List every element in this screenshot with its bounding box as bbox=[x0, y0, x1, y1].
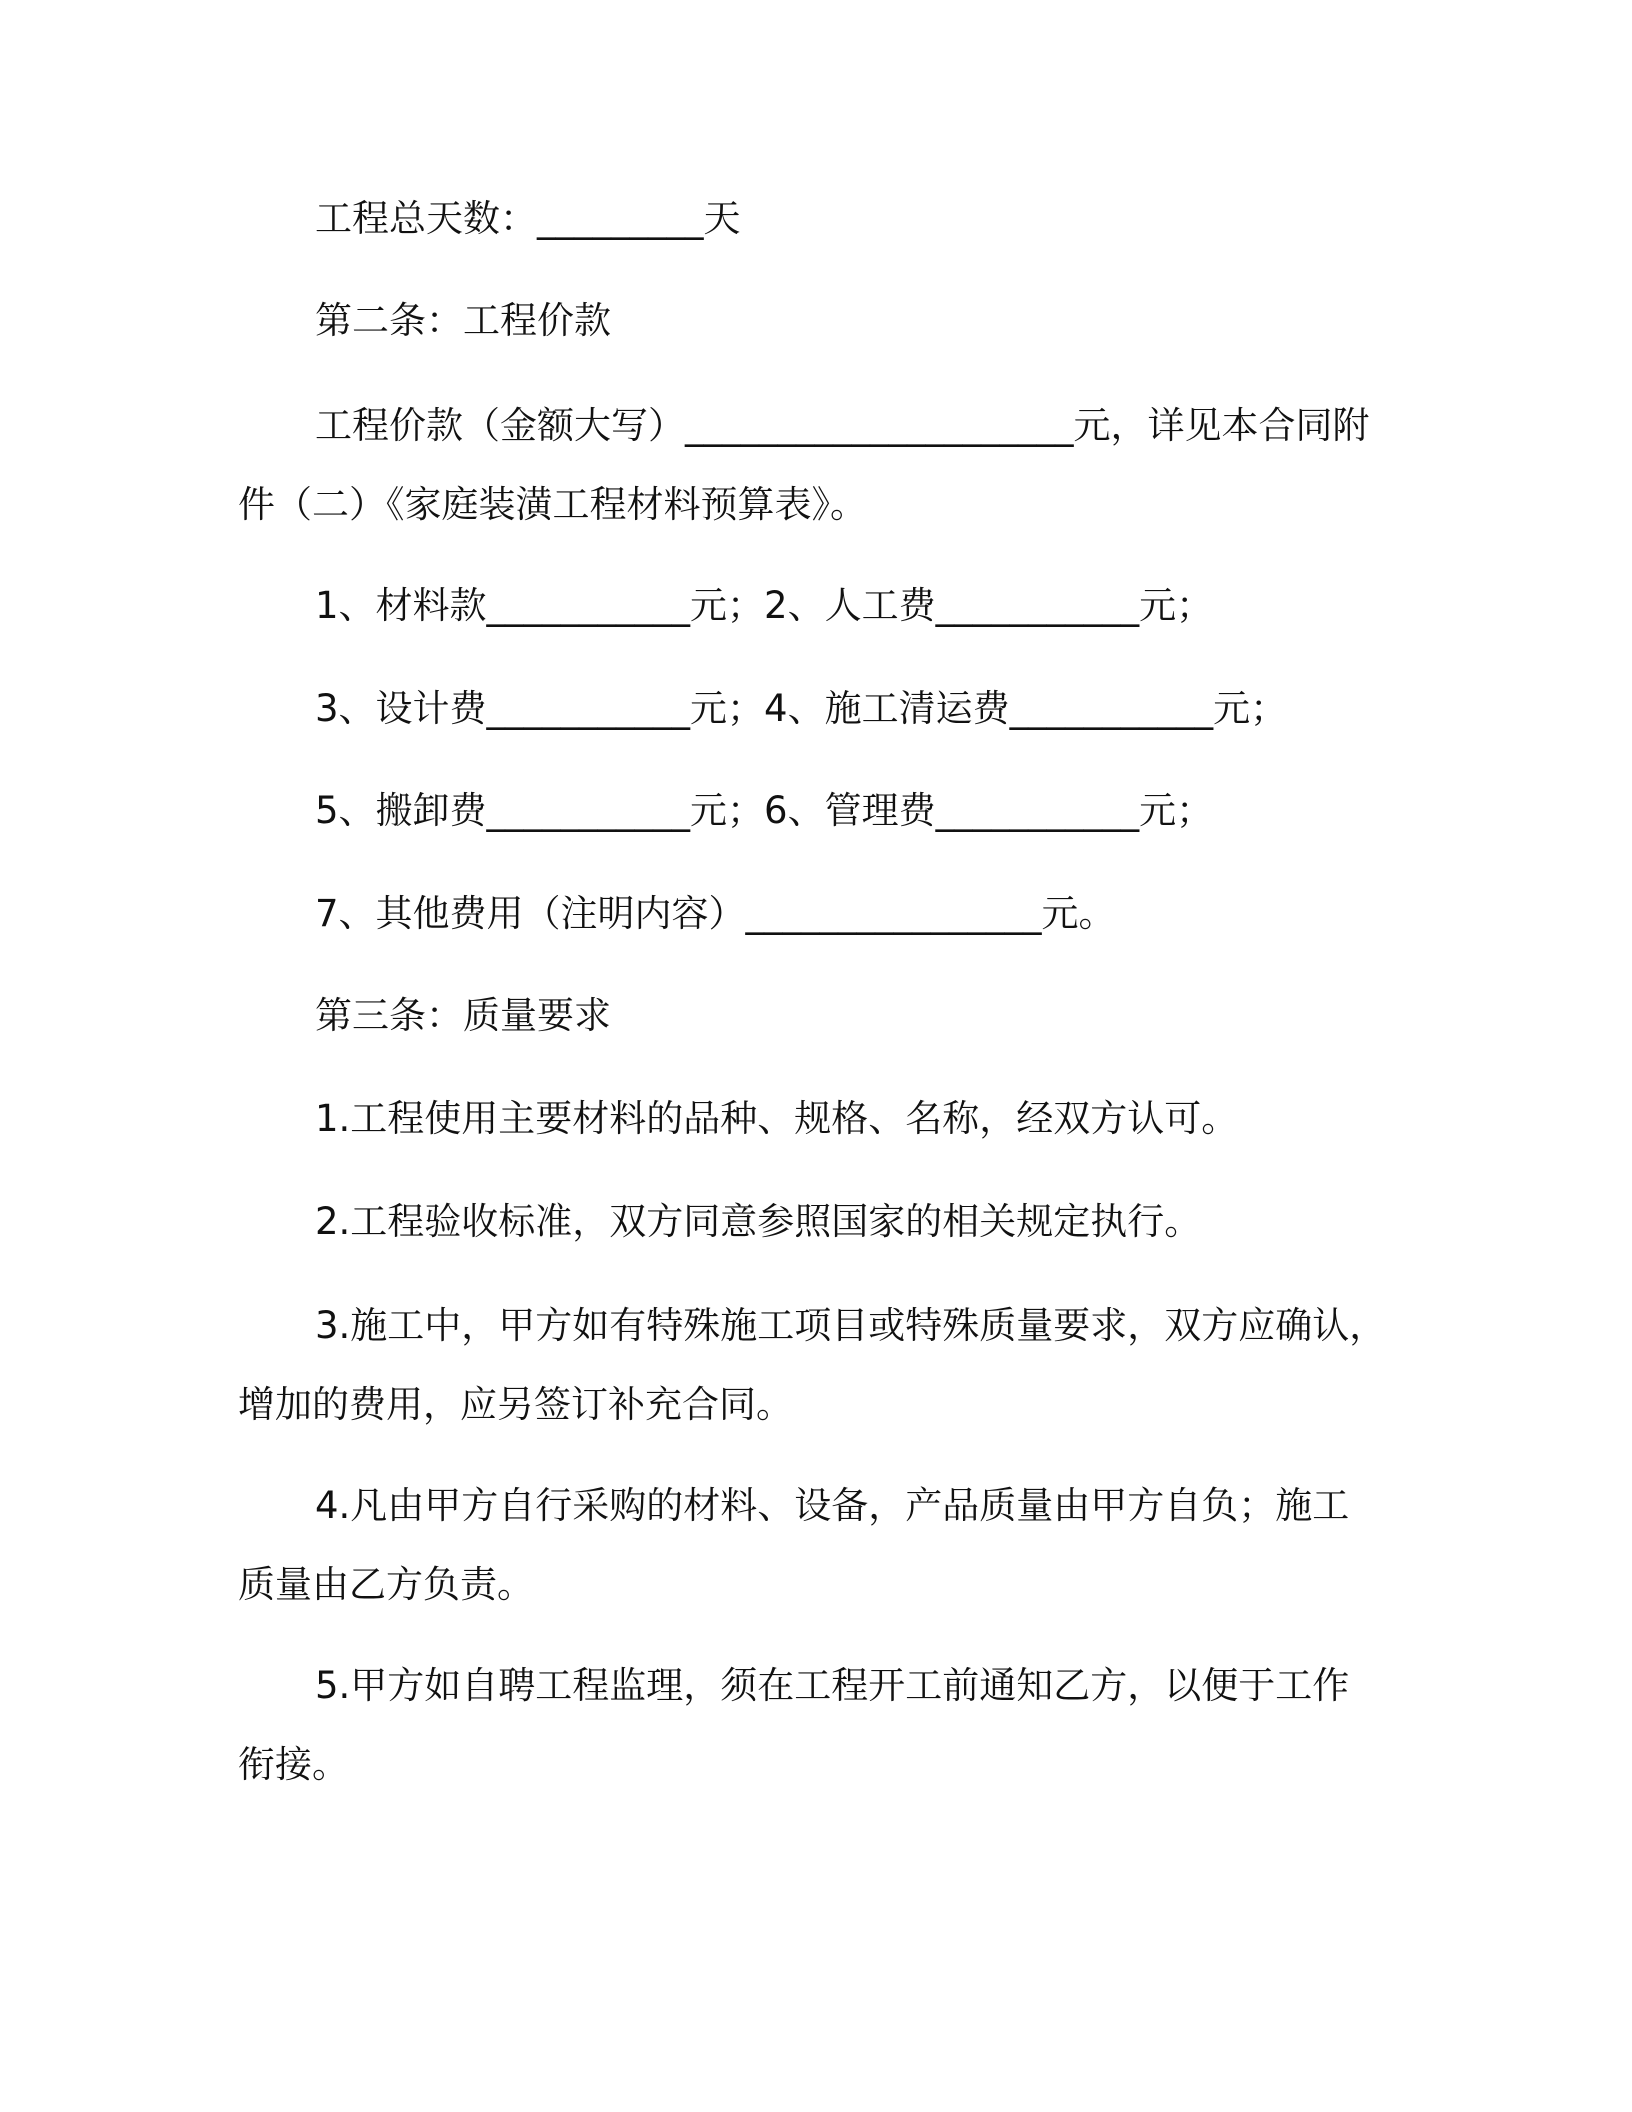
quality-item-4: 4.凡由甲方自行采购的材料、设备，产品质量由甲方自负；施工 bbox=[315, 1484, 1350, 1527]
quality-item-2: 2.工程验收标准，双方同意参照国家的相关规定执行。 bbox=[315, 1200, 1202, 1243]
quality-item-5: 5.甲方如自聘工程监理，须在工程开工前通知乙方，以便于工作 bbox=[315, 1664, 1350, 1707]
article-2-heading: 第二条：工程价款 bbox=[315, 299, 611, 342]
quality-item-5-continued: 衔接。 bbox=[238, 1743, 349, 1786]
price-line-continued: 件（二）《家庭装潢工程材料预算表》。 bbox=[238, 483, 867, 526]
quality-item-1: 1.工程使用主要材料的品种、规格、名称，经双方认可。 bbox=[315, 1097, 1239, 1140]
quality-item-4-continued: 质量由乙方负责。 bbox=[238, 1563, 534, 1606]
quality-item-3-continued: 增加的费用，应另签订补充合同。 bbox=[238, 1383, 793, 1426]
quality-item-3: 3.施工中，甲方如有特殊施工项目或特殊质量要求，双方应确认， bbox=[315, 1304, 1387, 1347]
price-line: 工程价款（金额大写）_____________________元，详见本合同附 bbox=[315, 404, 1370, 447]
article-3-heading: 第三条：质量要求 bbox=[315, 994, 611, 1037]
fee-line-3-4: 3、设计费___________元；4、施工清运费___________元； bbox=[315, 687, 1288, 730]
total-days-line: 工程总天数：_________天 bbox=[315, 197, 741, 240]
fee-line-7: 7、其他费用（注明内容）________________元。 bbox=[315, 892, 1116, 935]
fee-line-5-6: 5、搬卸费___________元；6、管理费___________元； bbox=[315, 789, 1214, 832]
fee-line-1-2: 1、材料款___________元；2、人工费___________元； bbox=[315, 584, 1214, 627]
